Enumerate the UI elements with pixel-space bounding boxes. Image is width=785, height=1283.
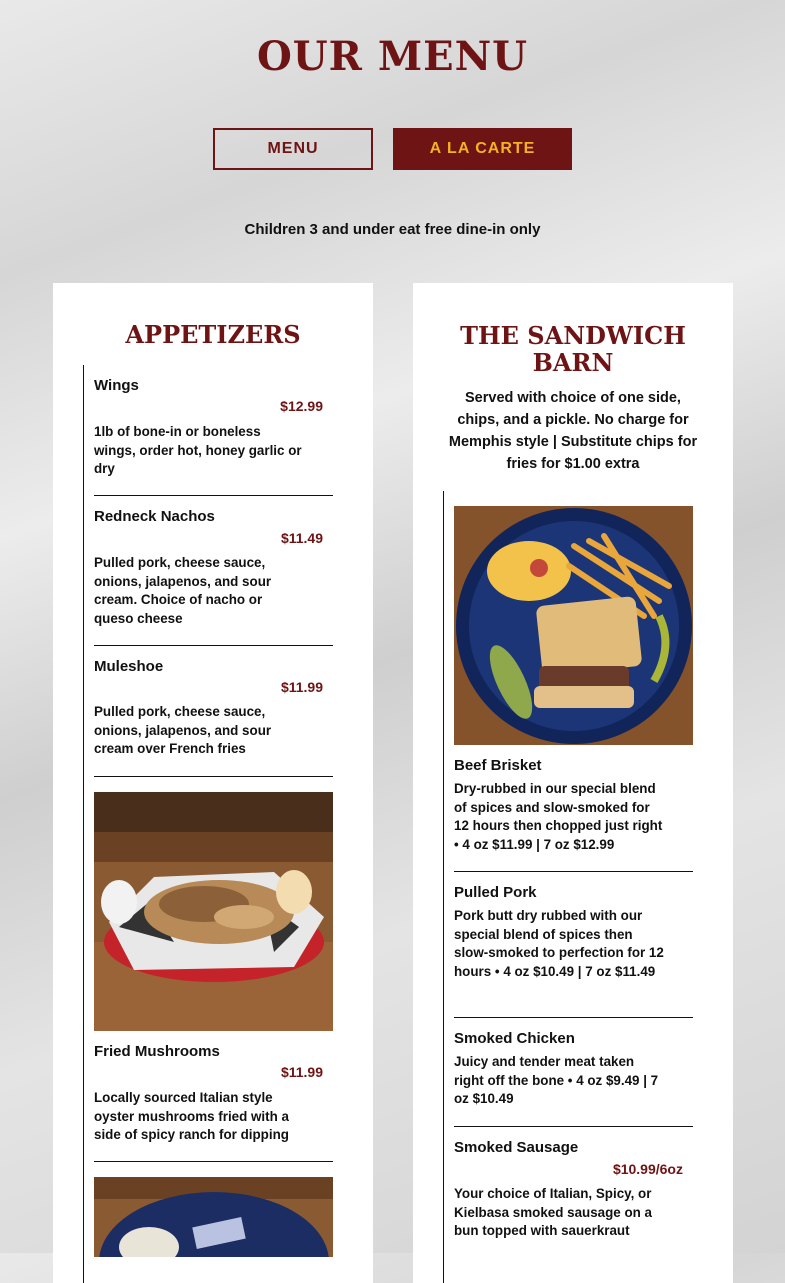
item-name: Pulled Pork (454, 884, 537, 901)
menu-item-beef-brisket (454, 757, 693, 853)
item-name: Beef Brisket (454, 757, 542, 774)
sandwich-barn-heading: THE SANDWICH (460, 321, 686, 350)
item-description: Pulled pork, cheese sauce, onions, jalapenos, and sour cream over French fries (94, 704, 272, 757)
item-name: Muleshoe (94, 658, 164, 675)
menu-item-wings (94, 377, 333, 477)
item-price: $11.99 (280, 1064, 323, 1080)
item-divider (94, 1161, 333, 1162)
item-description: Juicy and tender meat taken right off the bone • 4 oz $9.49 | 7 oz $10.49 (454, 1054, 659, 1107)
item-name: Redneck Nachos (94, 508, 215, 525)
item-name: Smoked Chicken (454, 1030, 575, 1047)
appetizers-card (53, 283, 373, 1283)
appetizers-heading: APPETIZERS (125, 320, 301, 349)
page-title: OUR MENU (256, 33, 529, 80)
item-divider (94, 776, 333, 777)
menu-item-pulled-pork (454, 884, 693, 980)
item-price: $10.99/6oz (612, 1161, 683, 1177)
beef-brisket-photo (454, 506, 693, 745)
item-description: Pork butt dry rubbed with our special blend of spices then slow-smoked to perfection for 12 hours • 4 oz $10.49 | 7 oz $11.49 (454, 908, 664, 980)
item-divider (454, 871, 693, 872)
menu-item-smoked-chicken (454, 1030, 693, 1107)
menu-item-fried-mushrooms (94, 1043, 333, 1143)
tab-a-la-carte[interactable]: A LA CARTE (393, 128, 572, 170)
menu-rule (443, 491, 444, 1283)
item-description: Locally sourced Italian style oyster mushrooms fried with a side of spicy ranch for dipping (94, 1090, 289, 1143)
sandwich-barn-heading-line2: BARN (532, 348, 614, 377)
menu-item-redneck-nachos (94, 508, 333, 627)
sandwich-barn-subtitle: Served with choice of one side, chips, and a pickle. No charge for Memphis style | Substitute chips for fries for $1.00 extra (448, 390, 698, 472)
item-name: Fried Mushrooms (94, 1043, 220, 1060)
sandwich-barn-card (413, 283, 733, 1283)
item-price: $12.99 (280, 398, 323, 414)
item-description: Dry-rubbed in our special blend of spices and slow-smoked for 12 hours then chopped just right • 4 oz $11.99 | 7 oz $12.99 (454, 781, 663, 853)
menu-rule (83, 365, 84, 1283)
item-price: $11.49 (280, 530, 323, 546)
item-price: $11.99 (280, 679, 323, 695)
menu-item-smoked-sausage (454, 1139, 693, 1239)
next-item-photo (94, 1177, 333, 1257)
item-name: Smoked Sausage (454, 1139, 579, 1156)
item-description: Your choice of Italian, Spicy, or Kielbasa smoked sausage on a bun topped with sauerkraut (454, 1186, 652, 1239)
menu-item-muleshoe (94, 658, 333, 757)
item-name: Wings (94, 377, 139, 394)
item-description: 1lb of bone-in or boneless wings, order hot, honey garlic or dry (94, 424, 302, 477)
item-divider (94, 645, 333, 646)
item-divider (454, 1017, 693, 1018)
item-divider (94, 495, 333, 496)
item-description: Pulled pork, cheese sauce, onions, jalapenos, and sour cream. Choice of nacho or queso cheese (94, 555, 272, 627)
dine-in-notice: Children 3 and under eat free dine-in only (244, 221, 541, 238)
tab-menu[interactable]: MENU (213, 128, 373, 170)
fried-mushrooms-photo (94, 792, 333, 1031)
item-divider (454, 1126, 693, 1127)
